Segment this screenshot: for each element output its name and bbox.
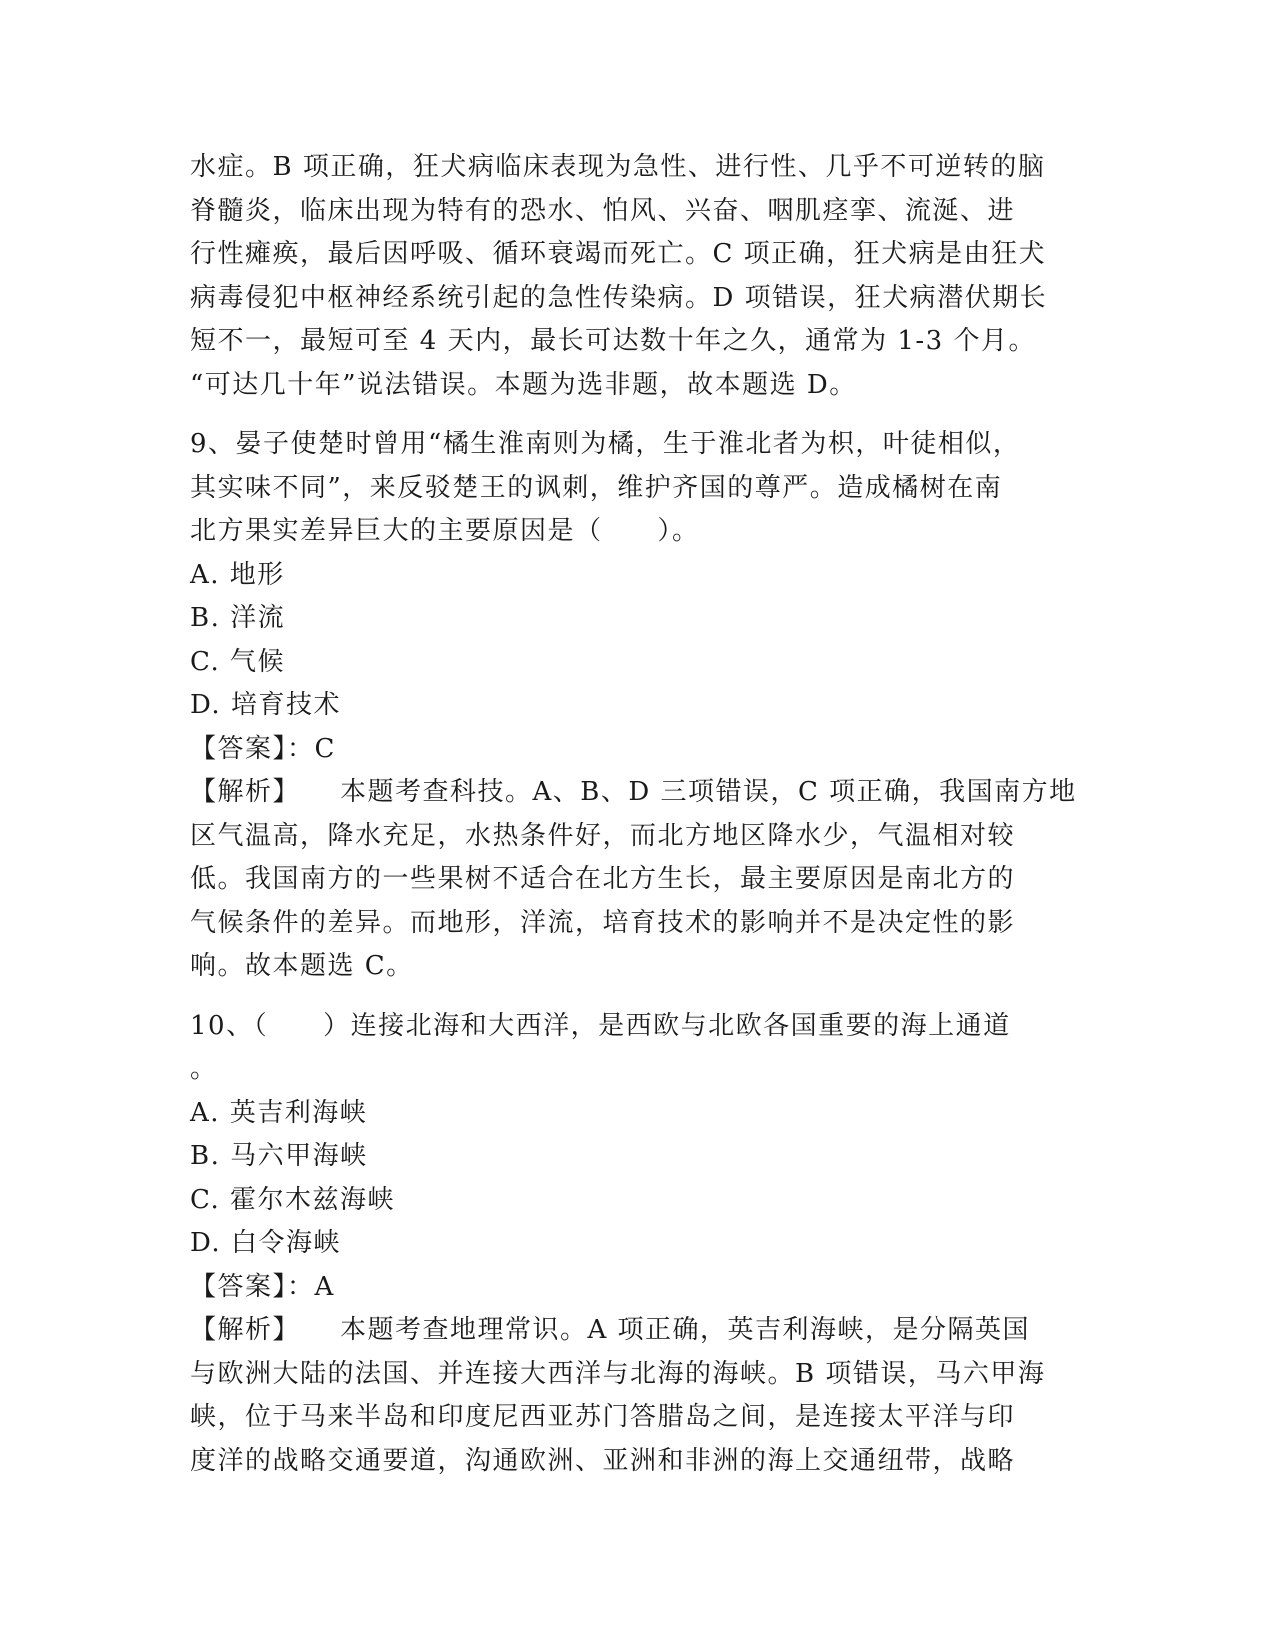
analysis	[190, 771, 1090, 989]
answer-line	[190, 1266, 1090, 1310]
text-line: 响。故本题选 C。	[190, 951, 414, 981]
text-line: 本题考查科技。A、B、D 三项错误，C 项正确，我国南方地	[340, 777, 1077, 807]
option-a: A. 地形	[190, 559, 285, 590]
question-9	[190, 423, 1090, 989]
text-line: 病毒侵犯中枢神经系统引起的急性传染病。D 项错误，狂犬病潜伏期长	[190, 282, 1048, 313]
text-line: “可达几十年”说法错误。本题为选非题，故本题选 D。	[190, 369, 857, 400]
document-page	[190, 146, 1090, 1483]
text-line: 行性瘫痪，最后因呼吸、循环衰竭而死亡。C 项正确，狂犬病是由狂犬	[190, 239, 1047, 269]
question-stem	[190, 1005, 1090, 1092]
analysis-label: 【解析】	[190, 777, 301, 807]
prev-explanation	[190, 146, 1090, 407]
option-b: B. 马六甲海峡	[190, 1141, 368, 1171]
option-c: C. 气候	[190, 646, 285, 677]
answer-value: A	[314, 1271, 335, 1302]
text-line: 峡，位于马来半岛和印度尼西亚苏门答腊岛之间，是连接太平洋与印	[190, 1402, 1016, 1432]
analysis-label: 【解析】	[190, 1315, 301, 1345]
option-d: D. 白令海峡	[190, 1228, 341, 1258]
text-line: 区气温高，降水充足，水热条件好，而北方地区降水少，气温相对较	[190, 820, 1016, 851]
text-line: 9、晏子使楚时曾用“橘生淮南则为橘，生于淮北者为枳，叶徒相似，	[190, 429, 1021, 459]
option-a: A. 英吉利海峡	[190, 1097, 368, 1128]
text-line: 短不一，最短可至 4 天内，最长可达数十年之久，通常为 1-3 个月。	[190, 326, 1036, 356]
text-line: 。	[190, 1054, 218, 1084]
answer-label: 【答案】：	[190, 1271, 315, 1302]
text-line: 与欧洲大陆的法国、并连接大西洋与北海的海峡。B 项错误，马六甲海	[190, 1358, 1046, 1389]
answer-line	[190, 728, 1090, 772]
text-line: 脊髓炎，临床出现为特有的恐水、怕风、兴奋、咽肌痉挛、流涎、进	[190, 195, 1016, 226]
analysis-first-line	[190, 771, 1090, 815]
text-line: 水症。B 项正确，狂犬病临床表现为急性、进行性、几乎不可逆转的脑	[190, 152, 1046, 182]
text-line: 度洋的战略交通要道，沟通欧洲、亚洲和非洲的海上交通纽带，战略	[190, 1445, 1016, 1476]
text-line: 10、（ ）连接北海和大西洋，是西欧与北欧各国重要的海上通道	[190, 1010, 1011, 1041]
option-list	[190, 554, 1090, 728]
text-line: 低。我国南方的一些果树不适合在北方生长，最主要原因是南北方的	[190, 864, 1016, 894]
answer-value: C	[314, 733, 336, 764]
question-10	[190, 1005, 1090, 1484]
option-b: B. 洋流	[190, 603, 286, 633]
text-line: 其实味不同”，来反驳楚王的讽刺，维护齐国的尊严。造成橘树在南	[190, 472, 1003, 503]
question-stem	[190, 423, 1090, 554]
analysis	[190, 1309, 1090, 1483]
option-c: C. 霍尔木兹海峡	[190, 1184, 395, 1215]
text-line: 本题考查地理常识。A 项正确，英吉利海峡，是分隔英国	[340, 1315, 1031, 1345]
option-d: D. 培育技术	[190, 690, 341, 720]
option-list	[190, 1092, 1090, 1266]
text-line: 北方果实差异巨大的主要原因是（ ）。	[190, 516, 700, 546]
text-line: 气候条件的差异。而地形，洋流，培育技术的影响并不是决定性的影	[190, 907, 1016, 938]
answer-label: 【答案】：	[190, 733, 315, 764]
analysis-first-line	[190, 1309, 1090, 1353]
